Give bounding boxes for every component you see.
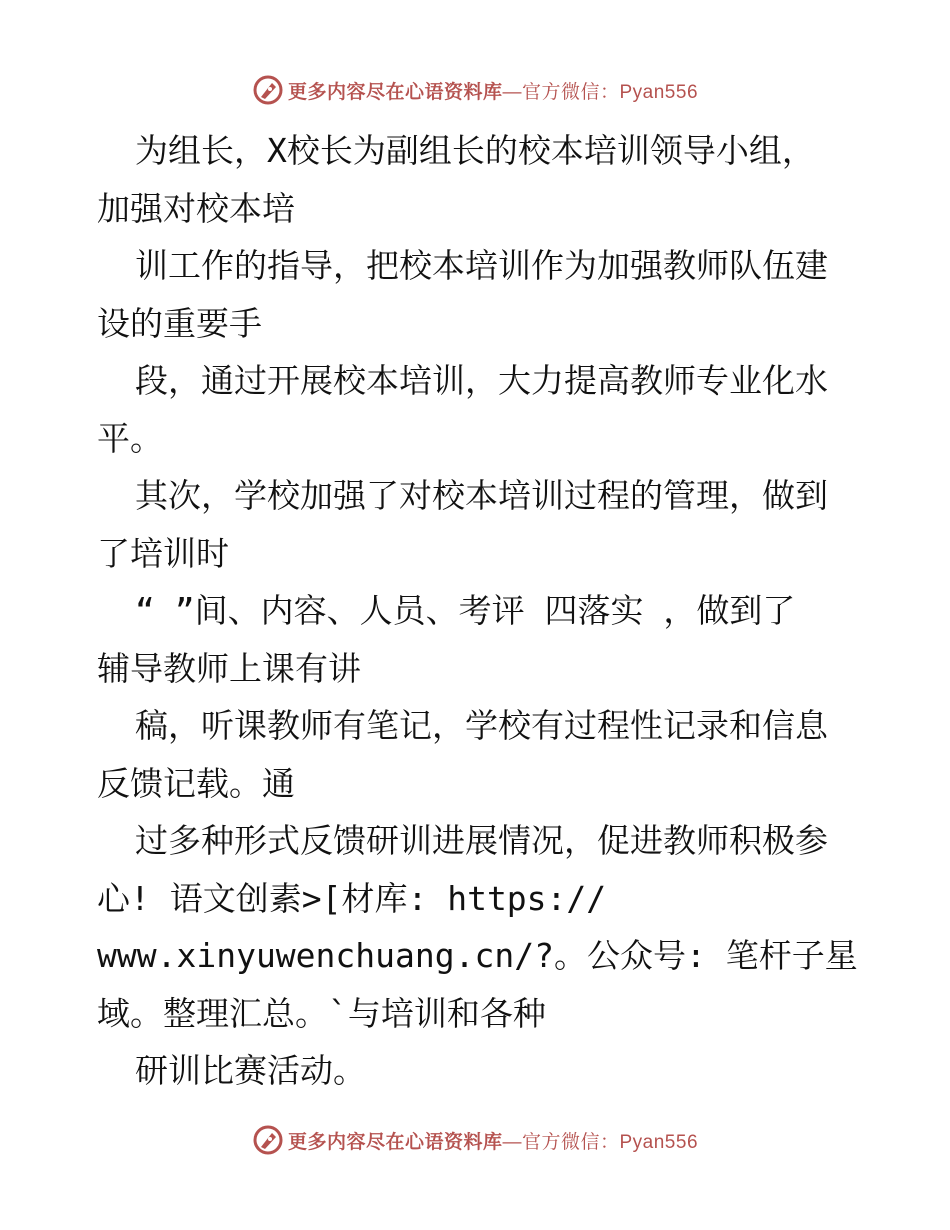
body-line: 设的重要手: [97, 303, 262, 343]
body-line: 为组长，X校长为副组长的校本培训领导小组，: [135, 131, 815, 170]
body-line: 域。整理汇总。`与培训和各种: [97, 993, 546, 1033]
banner-brand-text: 更多内容尽在心语资料库: [287, 1130, 503, 1153]
body-line: 其次，学校加强了对校本培训过程的管理，做到: [135, 476, 828, 515]
banner-contact-text: —官方微信：Pyan556: [502, 81, 699, 103]
body-line: 段，通过开展校本培训，大力提高教师专业化水: [135, 361, 828, 400]
banner-brand-text: 更多内容尽在心语资料库: [287, 80, 503, 103]
body-line: 训工作的指导，把校本培训作为加强教师队伍建: [135, 246, 828, 285]
body-line: 研训比赛活动。: [135, 1051, 366, 1090]
body-line: 心! 语文创素>[材库: https://: [97, 878, 607, 918]
body-line: 辅导教师上课有讲: [97, 648, 361, 688]
pen-nib-circle-icon: [252, 74, 284, 106]
body-line: 加强对校本培: [97, 188, 295, 228]
document-body: [97, 122, 877, 1100]
body-line: 稿，听课教师有笔记，学校有过程性记录和信息: [135, 706, 828, 745]
body-line: 平。: [97, 418, 163, 458]
body-line: 反馈记载。通: [97, 763, 295, 803]
body-line: “ ”间、内容、人员、考评 四落实 ，做到了: [135, 591, 796, 630]
header-banner: [0, 70, 950, 110]
body-line: 了培训时: [97, 533, 229, 573]
body-line: www.xinyuwenchuang.cn/?。公众号: 笔杆子星: [97, 936, 858, 975]
pen-nib-circle-icon: [252, 1124, 284, 1156]
banner-contact-text: —官方微信：Pyan556: [502, 1131, 699, 1153]
footer-banner: [0, 1120, 950, 1160]
body-line: 过多种形式反馈研训进展情况，促进教师积极参: [135, 821, 828, 860]
